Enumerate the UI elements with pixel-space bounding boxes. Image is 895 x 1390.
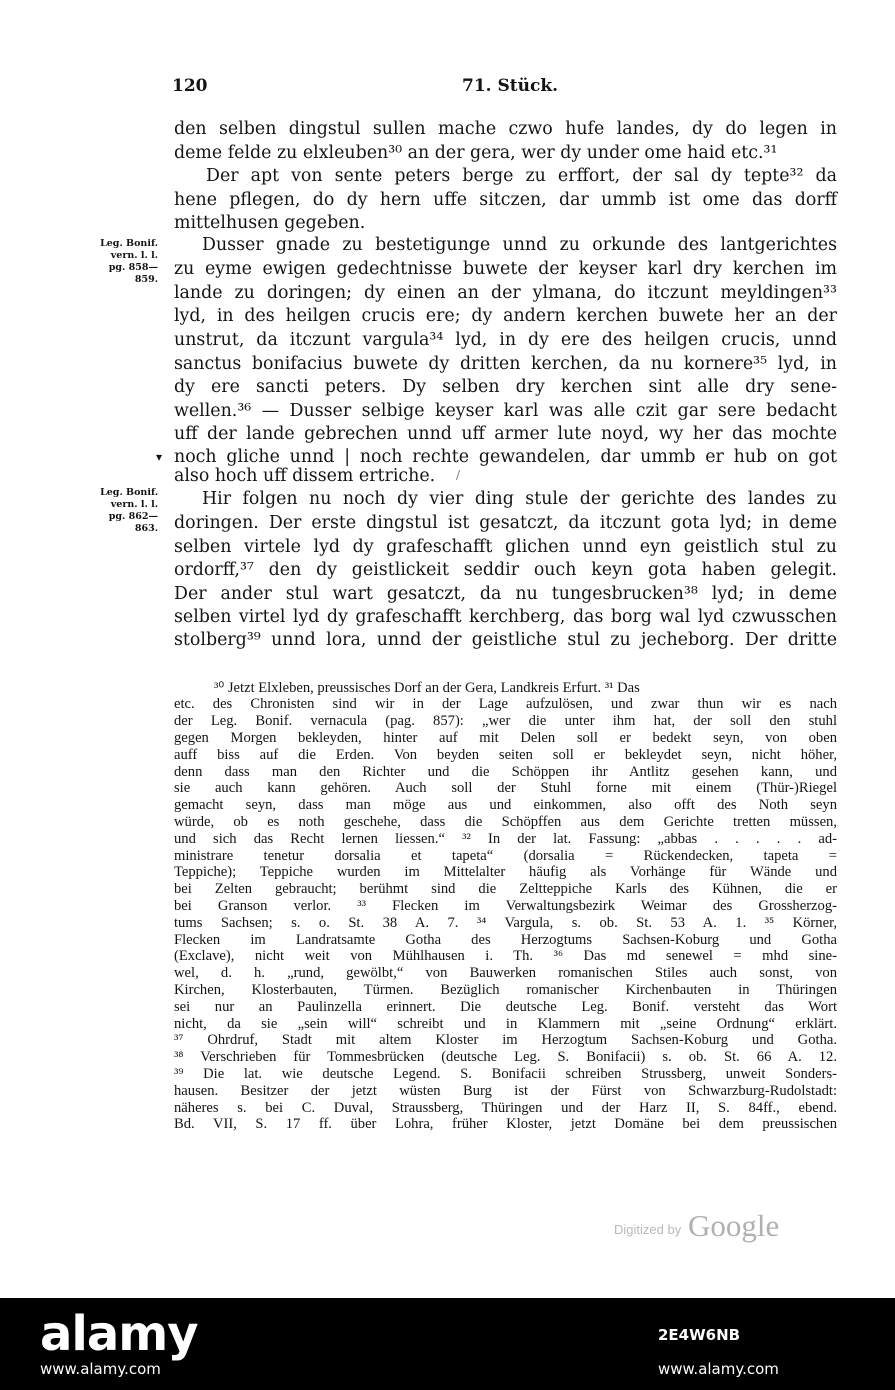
margin-note-line: Leg. Bonif. — [100, 487, 158, 498]
footnote-line: tums Sachsen; s. o. St. 38 A. 7. ³⁴ Vargula, s. ob. St. 53 A. 1. ³⁵ Körner, — [174, 915, 837, 931]
footnote-line: ministrare tenetur dorsalia et tapeta“ (dorsalia = Rückendecken, tapeta = — [174, 848, 837, 864]
main-text-line: ordorff,³⁷ den dy geistlickeit seddir ouch keyn gota haben gelegit. — [174, 560, 837, 580]
main-text-line: Hir folgen nu noch dy vier ding stule der gerichte des landes zu — [202, 489, 837, 509]
margin-note — [88, 238, 158, 286]
margin-note-line: pg. 858— — [108, 262, 158, 273]
footnote-line: sie auch kann gehören. Auch soll der Stuhl forne mit einem (Thür-)Riegel — [174, 780, 837, 796]
main-text-line: Der apt von sente peters berge zu erffort, der sal dy tepte³² da — [206, 166, 837, 186]
stroke-mark: / — [456, 468, 461, 482]
footnote-line: (Exclave), nicht weit von Mühlhausen i. Th. ³⁶ Das md senewel = mhd sine- — [174, 948, 837, 964]
footnote-line: gegen Morgen bekleyden, hinter auf mit Delen soll er bedekt seyn, von oben — [174, 730, 837, 746]
footnote-line: etc. des Chronisten sind wir in der Lage aufzulösen, und zwar thun wir es nach — [174, 696, 837, 712]
page-break-marker: ▾ — [156, 450, 163, 464]
footnote-line: ³⁹ Die lat. wie deutsche Legend. S. Bonifacii schreiben Strussberg, unweit Sonders- — [174, 1066, 837, 1082]
main-text-line: lyd, in des heilgen crucis ere; dy andern kerchen buwete her an der — [174, 306, 837, 326]
main-text-line: dy ere sancti peters. Dy selben dry kerchen sint alle dry sene- — [174, 377, 837, 397]
digitized-by-google — [614, 1208, 804, 1242]
footnote-line: würde, ob es noth geschehe, dass die Schöpffen aus dem Gerichte tretten müssen, — [174, 814, 837, 830]
footnote-line: gemacht seyn, dass man möge aus und einkommen, also offt des Noth seyn — [174, 797, 837, 813]
main-text-line: zu eyme ewigen gedechtnisse buwete der keyser karl dry kerchen im — [174, 259, 837, 279]
main-text-line: mittelhusen gegeben. — [174, 213, 366, 233]
main-text-line: doringen. Der erste dingstul ist gesatczt, da itczunt gota lyd; in deme — [174, 513, 837, 533]
google-logo: Google — [688, 1208, 780, 1243]
footnote-line: denn dass man den Richter und die Schöppen ihr Antlitz gesehen kann, und — [174, 764, 837, 780]
footnote-line: hausen. Besitzer der jetzt wüsten Burg ist der Fürst von Schwarzburg-Rudolstadt: — [174, 1083, 837, 1099]
margin-note — [88, 487, 158, 535]
footnote-line: Flecken im Landratsamte Gotha des Herzogtums Sachsen-Koburg und Gotha — [174, 932, 837, 948]
footnote-line: ³⁷ Ohrdruf, Stadt mit altem Kloster im Herzogtum Sachsen-Koburg und Gotha. — [174, 1032, 837, 1048]
footnote-line: ³⁸ Verschrieben für Tommesbrücken (deutsche Leg. S. Bonifacii) s. ob. St. 66 A. 12. — [174, 1049, 837, 1065]
watermark-site-left: www.alamy.com — [40, 1360, 161, 1378]
main-text-line: selben virtele lyd dy grafeschafft glichen unnd eyn geistlich stul zu — [174, 537, 837, 557]
margin-note-line: 863. — [134, 523, 158, 534]
watermark-site-right: www.alamy.com — [658, 1360, 779, 1378]
digitized-prefix: Digitized by — [614, 1222, 682, 1237]
footnote-line: der Leg. Bonif. vernacula (pag. 857): „wer die unter ihm hat, der soll den stuhl — [174, 713, 837, 729]
footnote-line: wel, d. h. „rund, gewölbt,“ von Bauwerken romanischen Stiles auch sonst, von — [174, 965, 837, 981]
footnote-line: bei Granson verlor. ³³ Flecken im Verwaltungsbezirk Weimar des Grossherzog- — [174, 898, 837, 914]
main-text-line: unstrut, da itczunt vargula³⁴ lyd, in dy ere des heilgen crucis, unnd — [174, 330, 837, 350]
footnote-line: näheres s. bei C. Duval, Straussberg, Thüringen und der Harz II, S. 84ff., ebend. — [174, 1100, 837, 1116]
main-text-line: wellen.³⁶ — Dusser selbige keyser karl was alle czit gar sere bedacht — [174, 401, 837, 421]
main-text-line: den selben dingstul sullen mache czwo hufe landes, dy do legen in — [174, 119, 837, 139]
footnote-line: nicht, da sie „sein will“ schreibt und in Klammern mit „seine Ordnung“ erklärt. — [174, 1016, 837, 1032]
footnote-line: sei nur an Paulinzella erinnert. Die deutsche Leg. Bonif. versteht das Wort — [174, 999, 837, 1015]
footnote-line: Kirchen, Klosterbauten, Türmen. Bezüglich romanischer Kirchenbauten in Thüringen — [174, 982, 837, 998]
footnote-line: und sich das Recht lernen liessen.“ ³² In der lat. Fassung: „abbas . . . . . ad- — [174, 831, 837, 847]
main-text-line: lande zu doringen; dy einen an der ylmana, do itczunt meyldingen³³ — [174, 283, 837, 303]
margin-note-line: vern. l. l. — [110, 250, 158, 261]
footnote-line: Teppiche); Teppiche wurden im Mittelalter häufig als Vorhänge für Wände und — [174, 864, 837, 880]
main-text-line: Der ander stul wart gesatczt, da nu tungesbrucken³⁸ lyd; in deme — [174, 584, 837, 604]
margin-note-line: Leg. Bonif. — [100, 238, 158, 249]
page-number: 120 — [172, 76, 208, 96]
watermark-image-id: 2E4W6NB — [658, 1326, 741, 1344]
main-text-line: stolberg³⁹ unnd lora, unnd der geistliche stul zu jecheborg. Der dritte — [174, 630, 837, 650]
main-text-line: noch gliche unnd | noch rechte gewandelen, dar ummb er hub on got — [174, 447, 837, 467]
margin-note-line: pg. 862— — [108, 511, 158, 522]
alamy-logo: alamy — [40, 1306, 198, 1362]
main-text-line: Dusser gnade zu bestetigunge unnd zu orkunde des lantgerichtes — [202, 235, 837, 255]
margin-note-line: vern. l. l. — [110, 499, 158, 510]
margin-note-line: 859. — [134, 274, 158, 285]
footnote-line: auff biss auf die Erden. Von beyden seiten soll er bekleydet seyn, nicht höher, — [174, 747, 837, 763]
main-text-line: deme felde zu elxleuben³⁰ an der gera, wer dy under ome haid etc.³¹ — [174, 143, 778, 163]
main-text-line: hene pflegen, do dy hern uffe sitczen, dar ummb ist ome das dorff — [174, 190, 837, 210]
footnote-line: ³⁰ Jetzt Elxleben, preussisches Dorf an der Gera, Landkreis Erfurt. ³¹ Das — [214, 680, 640, 696]
main-text-line: sanctus bonifacius buwete dy dritten kerchen, da nu kornere³⁵ lyd, in — [174, 354, 837, 374]
section-title: 71. Stück. — [462, 76, 559, 96]
footnote-line: Bd. VII, S. 17 ff. über Lohra, früher Kloster, jetzt Domäne bei dem preussischen — [174, 1116, 837, 1132]
main-text-line: uff der lande gebrechen unnd uff armer lute noyd, wy her das mochte — [174, 424, 837, 444]
stock-watermark-bar — [0, 1298, 895, 1390]
main-text-line: also hoch uff dissem ertriche. — [174, 466, 436, 486]
main-text-line: selben virtel lyd dy grafeschafft kerchberg, das borg wal lyd czwusschen — [174, 607, 837, 627]
footnote-line: bei Zelten gebraucht; berühmt sind die Zeltteppiche Karls des Kühnen, die er — [174, 881, 837, 897]
